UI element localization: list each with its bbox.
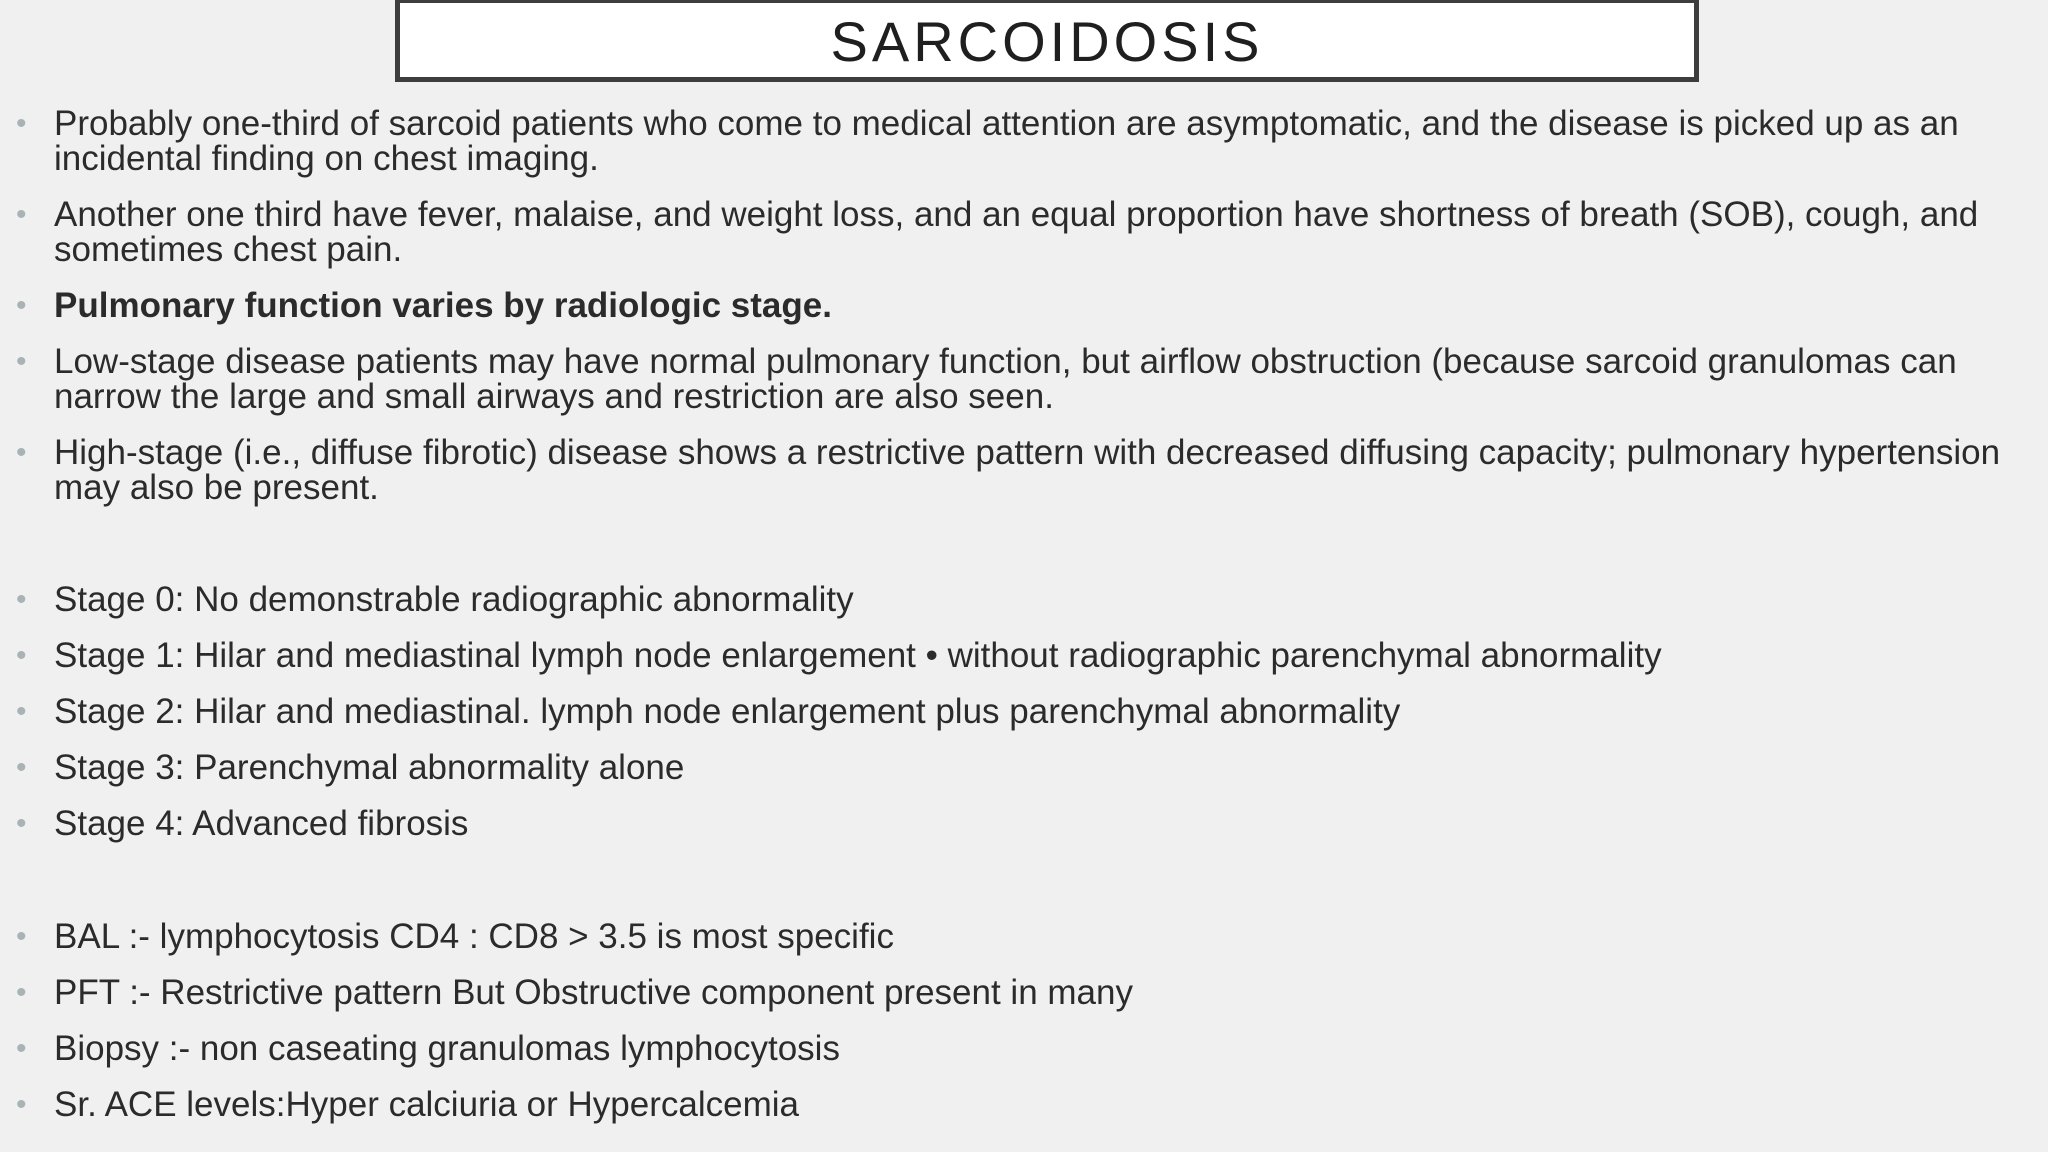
bullet-text: PFT :- Restrictive pattern But Obstructive component present in many — [54, 973, 1133, 1012]
bullet-text: Another one third have fever, malaise, and weight loss, and an equal proportion have shortness of breath (SOB), cough, and sometimes chest pain. — [54, 195, 1979, 269]
bullet-dot-icon: • — [16, 107, 27, 140]
bullet-item-stage-3 — [16, 748, 2039, 787]
bullet-dot-icon: • — [16, 345, 27, 378]
bullet-text: Stage 3: Parenchymal abnormality alone — [54, 748, 685, 787]
bullet-text: BAL :- lymphocytosis CD4 : CD8 > 3.5 is most specific — [54, 917, 894, 956]
bullet-dot-icon: • — [16, 289, 27, 322]
slide-title: SARCOIDOSIS — [830, 10, 1264, 73]
bullet-dot-icon: • — [16, 639, 27, 672]
bullet-text: High-stage (i.e., diffuse fibrotic) disease shows a restrictive pattern with decreased diffusing capacity; pulmonary hypertension may also be present. — [54, 433, 2001, 507]
bullet-dot-icon: • — [16, 1032, 27, 1065]
bullet-dot-icon: • — [16, 751, 27, 784]
bullet-item-biopsy — [16, 1029, 2039, 1068]
bullet-item-ace-levels — [16, 1085, 2039, 1124]
bullet-item-pft — [16, 973, 2039, 1012]
bullet-item-stage-2 — [16, 692, 2039, 731]
bullet-text: Low-stage disease patients may have normal pulmonary function, but airflow obstruction (because sarcoid granulomas can narrow the large and small airways and restriction are also seen. — [54, 342, 1957, 416]
bullet-text: Biopsy :- non caseating granulomas lymphocytosis — [54, 1029, 840, 1068]
bullet-item-pulmonary-function — [16, 286, 2039, 325]
bullet-text: Stage 2: Hilar and mediastinal. lymph node enlargement plus parenchymal abnormality — [54, 692, 1401, 731]
bullet-dot-icon: • — [16, 1088, 27, 1121]
bullet-dot-icon: • — [16, 436, 27, 469]
bullet-dot-icon: • — [16, 807, 27, 840]
bullet-item-bal — [16, 917, 2039, 956]
bullet-text: Stage 4: Advanced fibrosis — [54, 804, 469, 843]
bullet-dot-icon: • — [16, 583, 27, 616]
bullet-item-stage-0 — [16, 580, 2039, 619]
bullet-item-stage-1 — [16, 636, 2039, 675]
bullet-item-asymptomatic — [16, 104, 2039, 178]
bullet-dot-icon: • — [16, 976, 27, 1009]
bullet-item-symptoms — [16, 195, 2039, 269]
bullet-dot-icon: • — [16, 198, 27, 231]
bullet-text: Probably one-third of sarcoid patients who come to medical attention are asymptomatic, and the disease is picked up as an incidental finding on chest imaging. — [54, 104, 1959, 178]
bullet-dot-icon: • — [16, 695, 27, 728]
bullet-text: Pulmonary function varies by radiologic stage. — [54, 286, 832, 325]
bullet-text: Stage 1: Hilar and mediastinal lymph node enlargement • without radiographic parenchymal abnormality — [54, 636, 1662, 675]
bullet-item-high-stage — [16, 433, 2039, 507]
bullet-item-low-stage — [16, 342, 2039, 416]
bullet-dot-icon: • — [16, 920, 27, 953]
bullet-text: Sr. ACE levels:Hyper calciuria or Hypercalcemia — [54, 1085, 799, 1124]
bullet-item-stage-4 — [16, 804, 2039, 843]
bullet-text: Stage 0: No demonstrable radiographic abnormality — [54, 580, 854, 619]
